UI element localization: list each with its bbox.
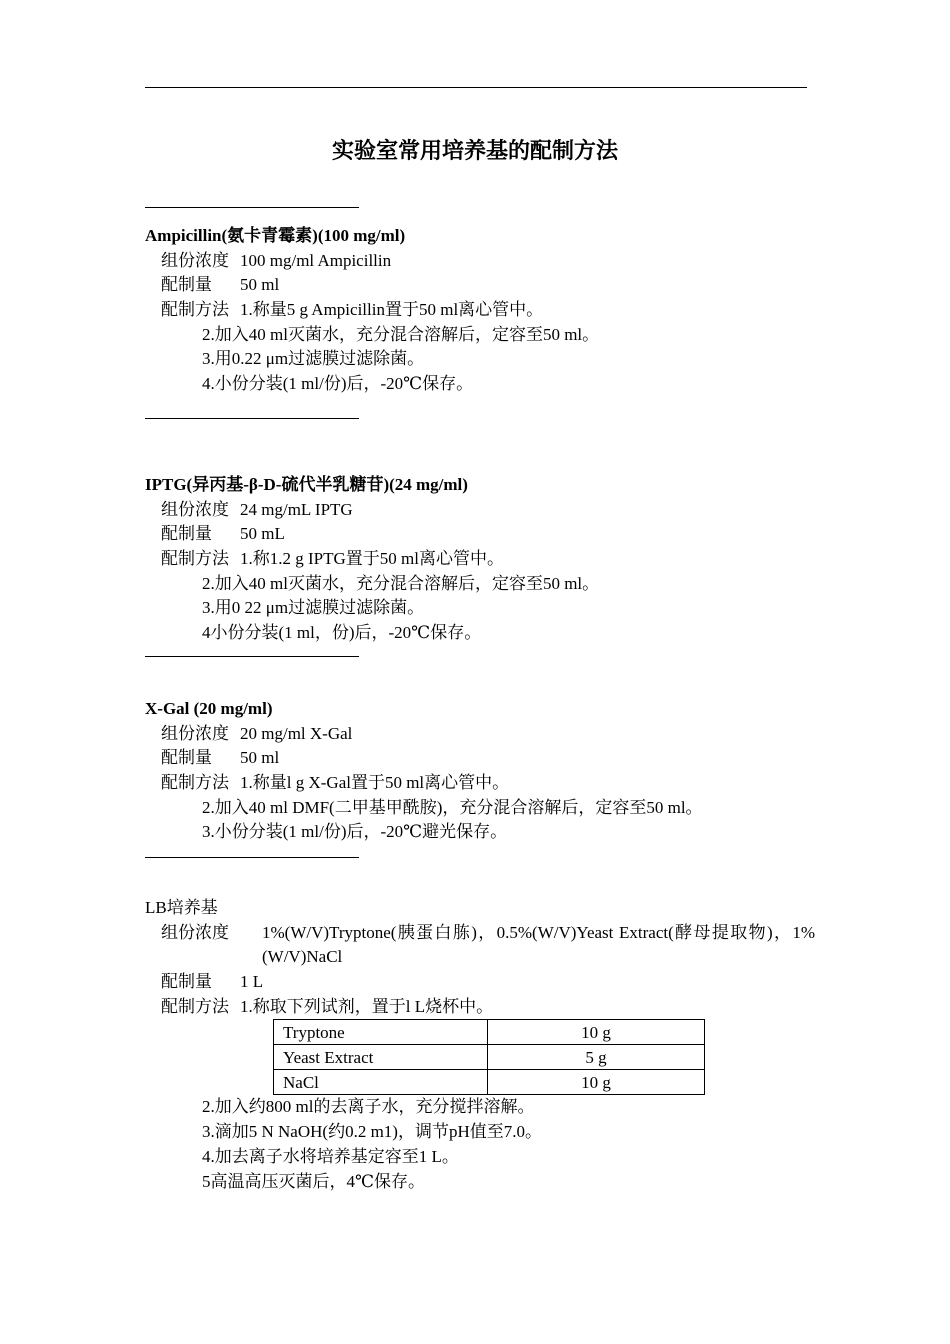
- reagent-cell: Yeast Extract: [274, 1045, 488, 1070]
- row-label: 组份浓度: [161, 499, 229, 519]
- row-label: 配制方法: [161, 773, 229, 793]
- method-step: 4.小份分装(1 ml/份)后，-20℃保存。: [202, 374, 474, 394]
- section-heading: LB培养基: [145, 898, 218, 917]
- row-value: 1.称取下列试剂，置于l L烧杯中。: [240, 996, 494, 1016]
- section-lb-medium: [145, 896, 815, 1194]
- reagent-table: [273, 1019, 705, 1095]
- section-heading: Ampicillin(氨卡青霉素)(100 mg/ml): [145, 226, 406, 245]
- method-row: [145, 547, 815, 572]
- row-value: 50 ml: [240, 748, 280, 768]
- reagent-cell: Tryptone: [274, 1020, 488, 1045]
- row-value: 24 mg/mL IPTG: [240, 499, 353, 519]
- section-xgal: [145, 697, 815, 845]
- composition-row: [145, 921, 815, 970]
- amount-row: [145, 522, 815, 547]
- section-heading: IPTG(异丙基-β-D-硫代半乳糖苷)(24 mg/ml): [145, 475, 468, 494]
- amount-cell: 10 g: [488, 1020, 705, 1045]
- section-divider: [145, 656, 359, 657]
- method-step: 2.加入40 ml灭菌水，充分混合溶解后，定容至50 ml。: [202, 324, 600, 344]
- method-step: 5高温高压灭菌后，4℃保存。: [202, 1171, 426, 1191]
- reagent-cell: NaCl: [274, 1070, 488, 1095]
- row-label: 组份浓度: [161, 723, 229, 743]
- row-value: 1%(W/V)Tryptone(胰蛋白胨)，0.5%(W/V)Yeast Extract(酵母提取物)，1%(W/V)NaCl: [262, 922, 815, 967]
- composition-row: [145, 498, 815, 523]
- amount-row: [145, 970, 815, 995]
- method-row: [145, 298, 815, 323]
- section-divider: [145, 857, 359, 858]
- row-label: 配制方法: [161, 996, 229, 1016]
- method-row: [145, 771, 815, 796]
- row-label: 配制方法: [161, 549, 229, 569]
- row-value: 1 L: [240, 972, 264, 992]
- composition-row: [145, 249, 815, 274]
- row-value: 50 ml: [240, 275, 280, 295]
- table-row: [274, 1045, 705, 1070]
- method-step: 3.用0.22 μm过滤膜过滤除菌。: [202, 349, 425, 369]
- row-label: 配制量: [161, 748, 212, 768]
- row-value: 1.称量5 g Ampicillin置于50 ml离心管中。: [240, 300, 544, 320]
- row-value: 1.称量l g X-Gal置于50 ml离心管中。: [240, 773, 510, 793]
- composition-row: [145, 722, 815, 747]
- row-label: 配制量: [161, 524, 212, 544]
- method-step: 2.加入40 ml灭菌水，充分混合溶解后，定容至50 ml。: [202, 573, 600, 593]
- amount-cell: 10 g: [488, 1070, 705, 1095]
- row-value: 100 mg/ml Ampicillin: [240, 250, 392, 270]
- amount-cell: 5 g: [488, 1045, 705, 1070]
- section-divider: [145, 418, 359, 419]
- table-row: [274, 1070, 705, 1095]
- method-step: 4.加去离子水将培养基定容至1 L。: [202, 1146, 459, 1166]
- table-row: [274, 1020, 705, 1045]
- section-heading: X-Gal (20 mg/ml): [145, 699, 273, 718]
- page-title: 实验室常用培养基的配制方法: [331, 138, 618, 163]
- amount-row: [145, 746, 815, 771]
- method-step: 3.用0 22 μm过滤膜过滤除菌。: [202, 598, 425, 618]
- method-step: 3.小份分装(1 ml/份)后，-20℃避光保存。: [202, 822, 508, 842]
- method-row: [145, 995, 815, 1020]
- section-iptg: [145, 473, 815, 646]
- row-label: 配制量: [161, 275, 212, 295]
- method-step: 3.滴加5 N NaOH(约0.2 m1)，调节pH值至7.0。: [202, 1122, 542, 1142]
- row-value: 1.称1.2 g IPTG置于50 ml离心管中。: [240, 549, 504, 569]
- method-step: 2.加入40 ml DMF(二甲基甲酰胺)，充分混合溶解后，定容至50 ml。: [202, 797, 703, 817]
- header-rule: [145, 87, 807, 88]
- row-value: 50 mL: [240, 524, 285, 544]
- section-ampicillin: [145, 224, 815, 397]
- row-label: 配制方法: [161, 300, 229, 320]
- amount-row: [145, 273, 815, 298]
- row-label: 配制量: [161, 972, 212, 992]
- section-divider: [145, 207, 359, 208]
- row-label: 组份浓度: [161, 250, 229, 270]
- method-step: 4小份分装(1 ml，份)后，-20℃保存。: [202, 623, 482, 643]
- row-label: 组份浓度: [161, 922, 229, 942]
- method-step: 2.加入约800 ml的去离子水，充分搅拌溶解。: [202, 1097, 535, 1117]
- row-value: 20 mg/ml X-Gal: [240, 723, 353, 743]
